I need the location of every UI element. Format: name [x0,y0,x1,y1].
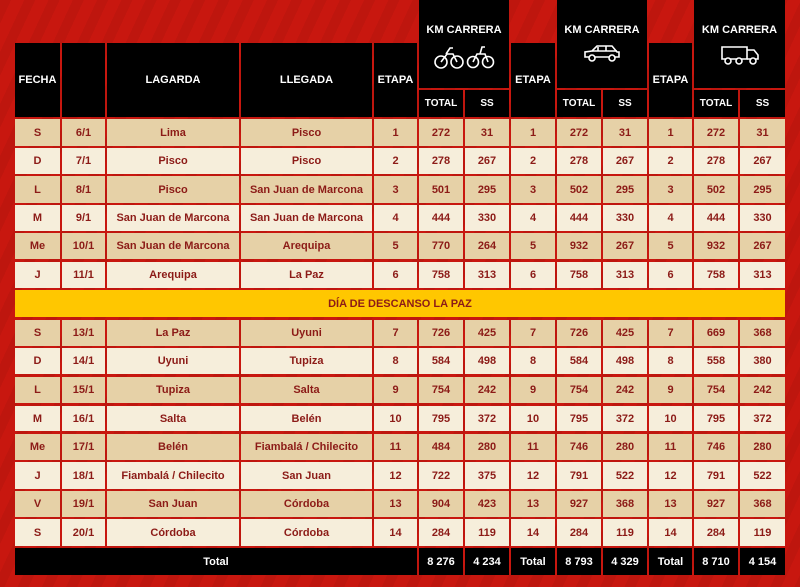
total-cell: 502 [557,176,601,203]
etapa-cell: 3 [374,176,417,203]
from-cell: Uyuni [107,348,239,374]
etapa-cell: 5 [649,233,692,259]
totals-label: Total [15,548,417,575]
header-lagarda: LAGARDA [107,43,239,117]
header-ss: SS [465,90,509,117]
from-cell: Salta [107,406,239,431]
from-cell: Pisco [107,148,239,174]
motorbike-quad-icon [433,42,495,73]
etapa-cell: 5 [374,233,417,259]
etapa-cell: 11 [374,434,417,460]
etapa-cell: 6 [374,262,417,288]
date-cell: 11/1 [62,262,105,288]
to-cell: Córdoba [241,519,372,546]
km-carrera-label: KM CARRERA [564,24,640,36]
rest-day-banner: DÍA DE DESCANSO LA PAZ [15,290,785,317]
ss-cell: 242 [465,377,509,403]
total-cell: 278 [557,148,601,174]
ss-cell: 330 [740,205,785,231]
etapa-cell: 4 [649,205,692,231]
etapa-cell: 14 [511,519,555,546]
header-total: TOTAL [419,90,463,117]
ss-cell: 267 [603,148,647,174]
totals-ss: 4 154 [740,548,785,575]
header-ss: SS [740,90,785,117]
etapa-cell: 9 [511,377,555,403]
etapa-cell: 9 [374,377,417,403]
etapa-cell: 12 [374,462,417,489]
date-cell: 7/1 [62,148,105,174]
date-cell: 16/1 [62,406,105,431]
total-cell: 444 [694,205,738,231]
total-cell: 758 [557,262,601,288]
date-cell: 13/1 [62,320,105,346]
to-cell: Tupiza [241,348,372,374]
date-cell: 6/1 [62,119,105,146]
day-cell: Me [15,233,60,259]
ss-cell: 380 [740,348,785,374]
etapa-cell: 13 [649,491,692,517]
total-cell: 444 [419,205,463,231]
etapa-cell: 4 [511,205,555,231]
ss-cell: 280 [603,434,647,460]
ss-cell: 313 [465,262,509,288]
totals-km: 8 276 [419,548,463,575]
ss-cell: 498 [603,348,647,374]
etapa-cell: 10 [374,406,417,431]
header-ss: SS [603,90,647,117]
ss-cell: 330 [465,205,509,231]
totals-ss: 4 234 [465,548,509,575]
etapa-cell: 8 [511,348,555,374]
total-cell: 584 [557,348,601,374]
ss-cell: 368 [740,320,785,346]
total-cell: 278 [694,148,738,174]
day-cell: J [15,462,60,489]
total-cell: 484 [419,434,463,460]
ss-cell: 372 [603,406,647,431]
total-cell: 754 [557,377,601,403]
etapa-cell: 2 [374,148,417,174]
ss-cell: 280 [465,434,509,460]
km-carrera-header-3 [694,0,785,88]
day-cell: M [15,205,60,231]
etapa-cell: 11 [649,434,692,460]
ss-cell: 242 [740,377,785,403]
total-cell: 669 [694,320,738,346]
etapa-cell: 10 [511,406,555,431]
to-cell: Fiambalá / Chilecito [241,434,372,460]
etapa-cell: 9 [649,377,692,403]
total-cell: 795 [419,406,463,431]
totals-ss: 4 329 [603,548,647,575]
ss-cell: 267 [465,148,509,174]
etapa-cell: 7 [374,320,417,346]
day-cell: V [15,491,60,517]
ss-cell: 264 [465,233,509,259]
total-cell: 272 [557,119,601,146]
date-cell: 15/1 [62,377,105,403]
total-cell: 558 [694,348,738,374]
from-cell: San Juan de Marcona [107,233,239,259]
ss-cell: 119 [740,519,785,546]
km-carrera-header-1 [419,0,509,88]
to-cell: San Juan [241,462,372,489]
date-cell: 17/1 [62,434,105,460]
total-cell: 746 [694,434,738,460]
from-cell: Tupiza [107,377,239,403]
ss-cell: 31 [740,119,785,146]
etapa-cell: 1 [374,119,417,146]
from-cell: Lima [107,119,239,146]
ss-cell: 522 [740,462,785,489]
day-cell: M [15,406,60,431]
ss-cell: 372 [740,406,785,431]
ss-cell: 119 [465,519,509,546]
from-cell: La Paz [107,320,239,346]
total-cell: 726 [557,320,601,346]
to-cell: San Juan de Marcona [241,205,372,231]
date-cell: 20/1 [62,519,105,546]
ss-cell: 375 [465,462,509,489]
ss-cell: 425 [603,320,647,346]
total-cell: 272 [694,119,738,146]
ss-cell: 368 [740,491,785,517]
ss-cell: 31 [465,119,509,146]
to-cell: Pisco [241,119,372,146]
etapa-cell: 1 [511,119,555,146]
header-fecha: FECHA [15,43,60,117]
to-cell: Uyuni [241,320,372,346]
totals-km: 8 793 [557,548,601,575]
ss-cell: 423 [465,491,509,517]
date-cell: 19/1 [62,491,105,517]
etapa-cell: 2 [649,148,692,174]
ss-cell: 425 [465,320,509,346]
to-cell: Salta [241,377,372,403]
total-cell: 278 [419,148,463,174]
header-etapa: ETAPA [374,43,417,117]
header-etapa: ETAPA [511,43,555,117]
ss-cell: 267 [603,233,647,259]
total-cell: 272 [419,119,463,146]
total-cell: 722 [419,462,463,489]
etapa-cell: 8 [374,348,417,374]
etapa-cell: 1 [649,119,692,146]
total-cell: 932 [694,233,738,259]
ss-cell: 267 [740,148,785,174]
total-cell: 758 [419,262,463,288]
ss-cell: 280 [740,434,785,460]
ss-cell: 372 [465,406,509,431]
from-cell: Arequipa [107,262,239,288]
total-cell: 444 [557,205,601,231]
car-icon [582,42,622,67]
from-cell: Fiambalá / Chilecito [107,462,239,489]
etapa-cell: 7 [511,320,555,346]
total-cell: 791 [694,462,738,489]
totals-label: Total [649,548,692,575]
etapa-cell: 2 [511,148,555,174]
total-cell: 502 [694,176,738,203]
km-carrera-label: KM CARRERA [701,24,778,36]
totals-label: Total [511,548,555,575]
total-cell: 284 [557,519,601,546]
day-cell: L [15,377,60,403]
total-cell: 932 [557,233,601,259]
day-cell: Me [15,434,60,460]
total-cell: 746 [557,434,601,460]
etapa-cell: 6 [511,262,555,288]
ss-cell: 313 [740,262,785,288]
total-cell: 284 [694,519,738,546]
etapa-cell: 3 [511,176,555,203]
date-cell: 10/1 [62,233,105,259]
km-carrera-label: KM CARRERA [426,24,502,36]
day-cell: S [15,320,60,346]
etapa-cell: 13 [374,491,417,517]
day-cell: S [15,119,60,146]
total-cell: 758 [694,262,738,288]
etapa-cell: 13 [511,491,555,517]
header-llegada: LLEGADA [241,43,372,117]
ss-cell: 267 [740,233,785,259]
etapa-cell: 3 [649,176,692,203]
day-cell: J [15,262,60,288]
date-cell: 14/1 [62,348,105,374]
header-total: TOTAL [694,90,738,117]
etapa-cell: 7 [649,320,692,346]
ss-cell: 295 [740,176,785,203]
total-cell: 904 [419,491,463,517]
ss-cell: 242 [603,377,647,403]
to-cell: Córdoba [241,491,372,517]
km-carrera-header-2 [557,0,647,88]
from-cell: San Juan de Marcona [107,205,239,231]
etapa-cell: 8 [649,348,692,374]
ss-cell: 295 [465,176,509,203]
day-cell: D [15,348,60,374]
to-cell: La Paz [241,262,372,288]
total-cell: 927 [694,491,738,517]
etapa-cell: 11 [511,434,555,460]
ss-cell: 313 [603,262,647,288]
etapa-cell: 6 [649,262,692,288]
total-cell: 770 [419,233,463,259]
etapa-cell: 5 [511,233,555,259]
from-cell: Belén [107,434,239,460]
total-cell: 284 [419,519,463,546]
etapa-cell: 4 [374,205,417,231]
total-cell: 754 [694,377,738,403]
header-etapa: ETAPA [649,43,692,117]
etapa-cell: 12 [511,462,555,489]
to-cell: Belén [241,406,372,431]
ss-cell: 522 [603,462,647,489]
ss-cell: 330 [603,205,647,231]
total-cell: 795 [557,406,601,431]
total-cell: 795 [694,406,738,431]
day-cell: S [15,519,60,546]
total-cell: 584 [419,348,463,374]
ss-cell: 295 [603,176,647,203]
etapa-cell: 10 [649,406,692,431]
header-total: TOTAL [557,90,601,117]
ss-cell: 119 [603,519,647,546]
from-cell: San Juan [107,491,239,517]
etapa-cell: 14 [649,519,692,546]
etapa-cell: 12 [649,462,692,489]
ss-cell: 31 [603,119,647,146]
from-cell: Córdoba [107,519,239,546]
date-cell: 8/1 [62,176,105,203]
total-cell: 726 [419,320,463,346]
etapa-cell: 14 [374,519,417,546]
truck-icon [719,42,761,69]
ss-cell: 368 [603,491,647,517]
date-cell: 18/1 [62,462,105,489]
to-cell: San Juan de Marcona [241,176,372,203]
totals-km: 8 710 [694,548,738,575]
header-fecha-spacer [62,43,105,117]
to-cell: Arequipa [241,233,372,259]
from-cell: Pisco [107,176,239,203]
total-cell: 791 [557,462,601,489]
day-cell: L [15,176,60,203]
to-cell: Pisco [241,148,372,174]
day-cell: D [15,148,60,174]
date-cell: 9/1 [62,205,105,231]
total-cell: 754 [419,377,463,403]
total-cell: 927 [557,491,601,517]
ss-cell: 498 [465,348,509,374]
total-cell: 501 [419,176,463,203]
